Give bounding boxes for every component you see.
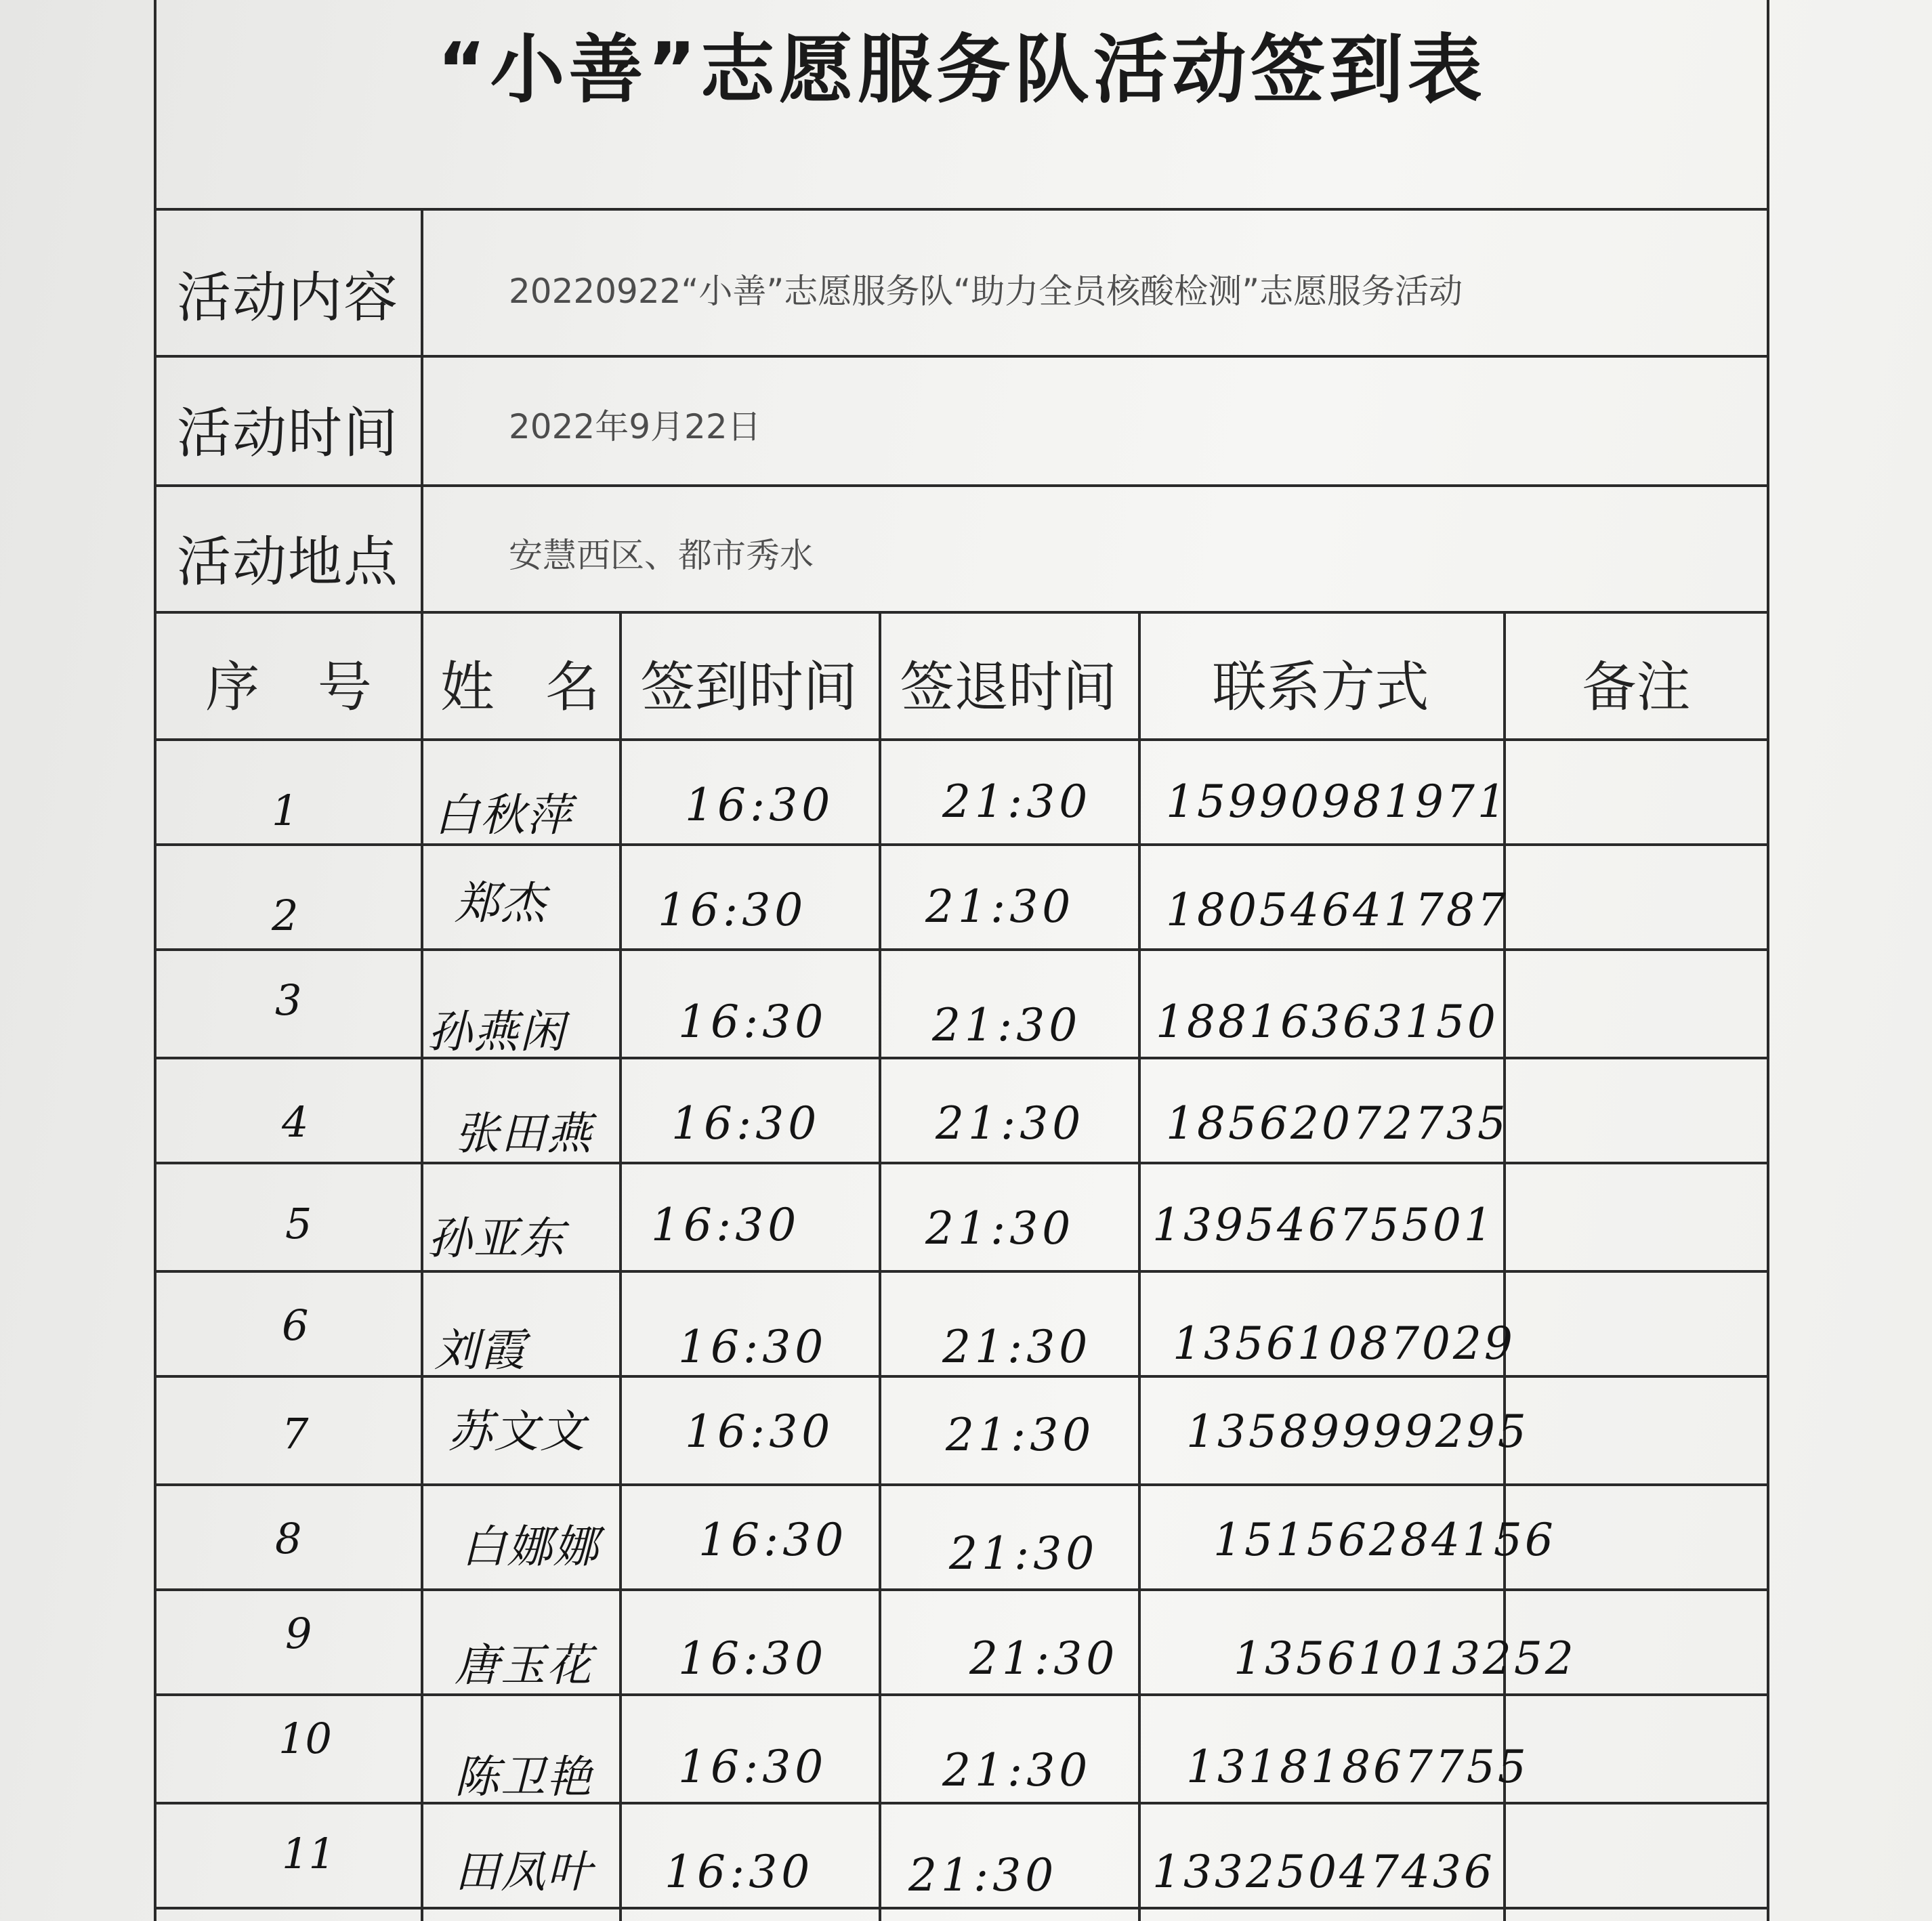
row-8-signout: 21:30 [949,1527,1099,1580]
row-9-signin: 16:30 [678,1632,828,1685]
row-3-signin: 16:30 [678,996,828,1048]
row-divider [154,1270,1769,1273]
divider [421,208,423,613]
row-6-name: 刘霞 [434,1324,526,1376]
row-8-signin: 16:30 [698,1514,848,1566]
row-10-index: 10 [278,1714,332,1763]
row-11-index: 11 [282,1829,335,1878]
sheet-title: “小善”志愿服务队活动签到表 [437,26,1486,113]
row-4-name: 张田燕 [455,1107,593,1160]
column-divider [619,611,622,1921]
row-10-name: 陈卫艳 [455,1751,593,1803]
row-divider [154,1057,1769,1059]
row-7-index: 7 [282,1409,309,1458]
row-8-phone: 15156284156 [1213,1514,1556,1566]
row-11-signin: 16:30 [665,1846,814,1898]
row-10-phone: 13181867755 [1186,1741,1529,1793]
divider [154,208,1769,211]
row-divider [154,1693,1769,1696]
place-value: 安慧西区、都市秀水 [509,536,814,575]
row-6-signin: 16:30 [678,1321,828,1373]
row-1-signin: 16:30 [685,779,835,831]
row-7-phone: 13589999295 [1186,1406,1529,1458]
row-10-signin: 16:30 [678,1741,828,1793]
row-7-signout: 21:30 [946,1409,1095,1461]
divider [154,484,1769,487]
row-3-signout: 21:30 [932,999,1082,1051]
header-name: 姓 名 [440,656,600,719]
row-divider [154,1483,1769,1486]
row-9-signout: 21:30 [969,1632,1119,1685]
row-2-signin: 16:30 [658,884,807,936]
row-9-phone: 13561013252 [1234,1632,1576,1685]
content-label: 活动内容 [177,266,399,329]
row-1-signout: 21:30 [942,776,1092,828]
content-value: 20220922“小善”志愿服务队“助力全员核酸检测”志愿服务活动 [509,272,1463,311]
row-1-phone: 15990981971 [1166,776,1509,828]
row-11-signout: 21:30 [908,1849,1058,1901]
row-5-signin: 16:30 [651,1199,801,1251]
row-divider [154,1907,1769,1909]
row-1-name: 白秋萍 [434,789,572,841]
row-5-index: 5 [285,1199,312,1248]
row-6-phone: 13561087029 [1173,1317,1515,1370]
row-2-name: 郑杰 [455,877,547,929]
row-2-signout: 21:30 [925,881,1075,933]
header-index: 序 号 [205,656,372,719]
place-label: 活动地点 [177,530,399,593]
row-3-name: 孙燕闲 [427,1006,566,1058]
row-2-index: 2 [272,891,299,940]
row-5-name: 孙亚东 [427,1212,566,1265]
row-1-index: 1 [272,786,299,835]
row-4-phone: 18562072735 [1166,1097,1509,1149]
row-2-phone: 18054641787 [1166,884,1509,936]
row-divider [154,1162,1769,1164]
row-10-signout: 21:30 [942,1744,1092,1796]
row-9-name: 唐玉花 [455,1639,593,1691]
row-11-name: 田凤叶 [455,1846,593,1898]
row-divider [154,1375,1769,1378]
row-3-index: 3 [275,975,302,1025]
row-7-signin: 16:30 [685,1406,835,1458]
column-divider [879,611,881,1921]
time-value: 2022年9月22日 [509,407,761,446]
row-4-signin: 16:30 [671,1097,821,1149]
column-divider [421,611,423,1921]
row-divider [154,948,1769,951]
header-signout-time: 签退时间 [900,656,1117,719]
row-6-signout: 21:30 [942,1321,1092,1373]
column-divider [1138,611,1141,1921]
row-9-index: 9 [285,1609,312,1658]
header-note: 备注 [1582,656,1691,719]
row-7-name: 苏文文 [448,1406,586,1458]
row-8-name: 白娜娜 [461,1521,600,1573]
row-4-index: 4 [282,1097,309,1147]
row-divider [154,1588,1769,1591]
divider [154,611,1769,614]
row-6-index: 6 [282,1301,309,1350]
divider [154,355,1769,358]
time-label: 活动时间 [177,402,399,465]
row-5-phone: 13954675501 [1152,1199,1495,1251]
header-signin-time: 签到时间 [640,656,858,719]
header-contact: 联系方式 [1212,656,1429,719]
row-4-signout: 21:30 [936,1097,1085,1149]
row-5-signout: 21:30 [925,1202,1075,1254]
row-3-phone: 18816363150 [1156,996,1498,1048]
row-divider [154,843,1769,846]
row-8-index: 8 [275,1514,302,1563]
row-divider [154,1802,1769,1804]
row-11-phone: 13325047436 [1152,1846,1495,1898]
row-divider [154,738,1769,741]
signin-sheet [154,0,1769,1921]
